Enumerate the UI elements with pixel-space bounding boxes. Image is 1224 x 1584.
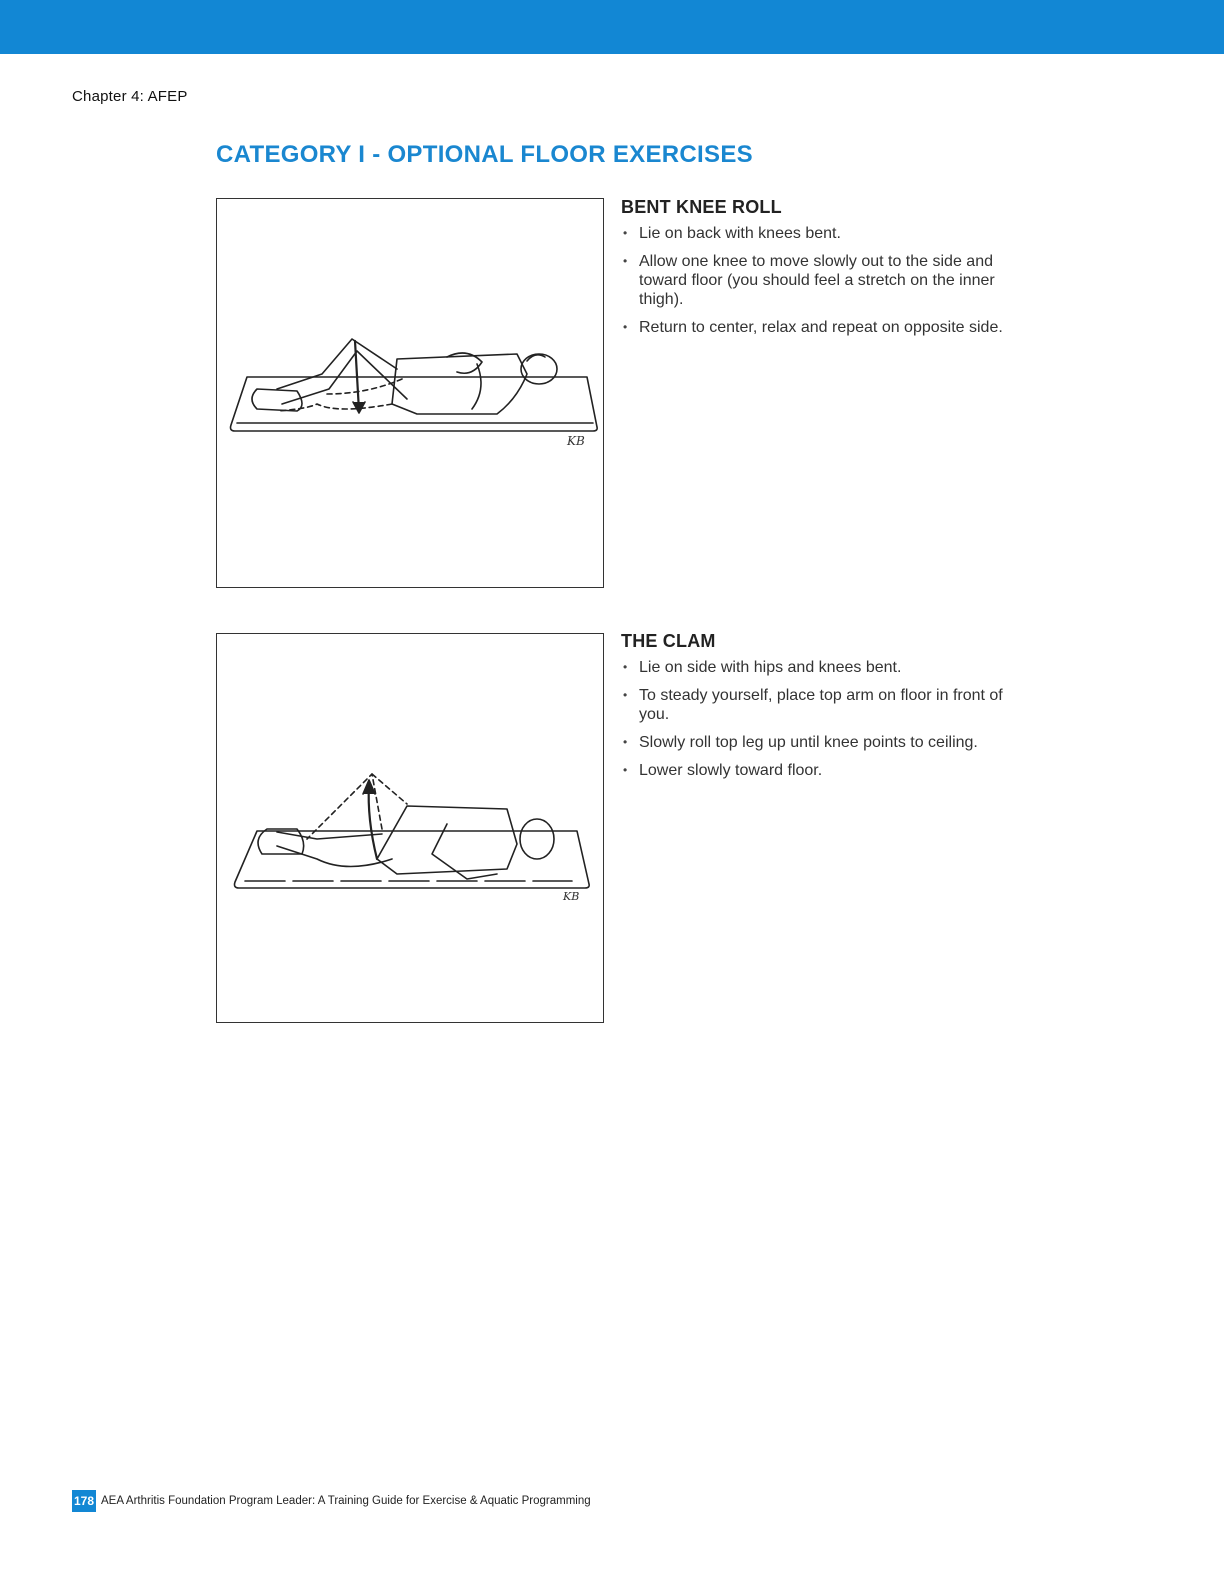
exercise-step: • Lie on back with knees bent. — [621, 224, 1021, 243]
exercise-steps — [621, 224, 1021, 337]
svg-text:KB: KB — [567, 434, 585, 448]
exercise-title: BENT KNEE ROLL — [621, 197, 782, 217]
footer-title: AEA Arthritis Foundation Program Leader: A Training Guide for Exercise & Aquatic Programming — [101, 1495, 591, 1507]
bent-knee-roll-section — [621, 197, 1021, 346]
chapter-label: Chapter 4: AFEP — [72, 88, 188, 105]
the-clam-illustration — [216, 633, 604, 1023]
bent-knee-roll-illustration — [216, 198, 604, 588]
bent-knee-roll-figure-icon — [217, 199, 605, 589]
header-bar — [0, 0, 1224, 54]
exercise-step: • Return to center, relax and repeat on opposite side. — [621, 318, 1021, 337]
exercise-step: • Lower slowly toward floor. — [621, 761, 1021, 780]
exercise-step: • To steady yourself, place top arm on floor in front of you. — [621, 686, 1021, 724]
page-number-badge: 178 — [72, 1490, 96, 1512]
exercise-step: • Slowly roll top leg up until knee points to ceiling. — [621, 733, 1021, 752]
the-clam-section — [621, 631, 1021, 789]
the-clam-figure-icon — [217, 634, 605, 1024]
svg-text:KB: KB — [563, 890, 580, 903]
exercise-steps — [621, 658, 1021, 780]
section-title: CATEGORY I - OPTIONAL FLOOR EXERCISES — [216, 141, 753, 168]
exercise-step: • Lie on side with hips and knees bent. — [621, 658, 1021, 677]
exercise-step: • Allow one knee to move slowly out to the side and toward floor (you should feel a stretch on the inner thigh). — [621, 252, 1021, 309]
page-footer — [72, 1490, 591, 1512]
exercise-title: THE CLAM — [621, 631, 716, 651]
